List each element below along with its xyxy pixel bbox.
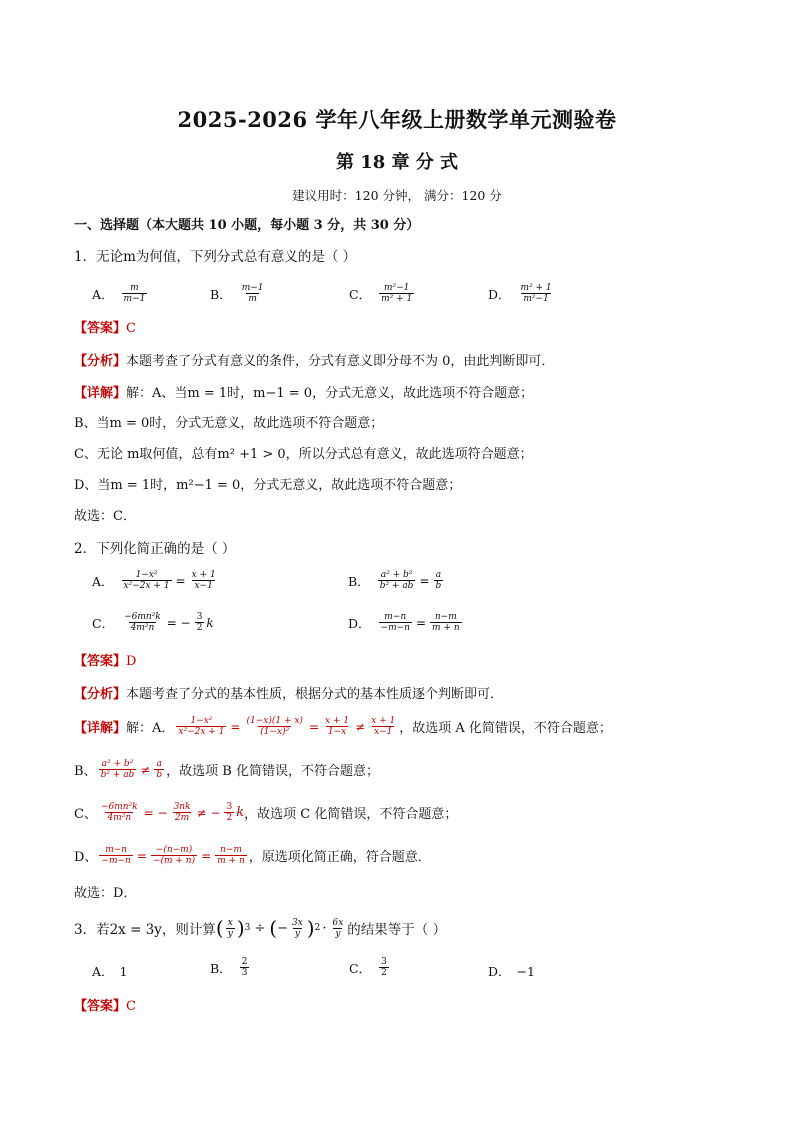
detail-tag: 【详解】 [74,386,127,401]
option-right-fraction: $\frac{a}{b}$ [435,570,442,591]
q1-detail-a [74,385,533,403]
option-label: C． [92,615,115,631]
option-right-fraction: $\frac{x + 1}{x-1}$ [191,570,216,591]
detail-suffix: ，故选项 C 化简错误，不符合题意； [244,807,458,822]
option-label: D． [488,286,511,302]
option-label: A． [92,286,114,302]
detail-fraction: a b [156,759,163,780]
q1-option-c [349,283,416,304]
detail-text: 解：A、当m = 1时，m−1 = 0，分式无意义，故此选项不符合题意； [126,386,534,401]
answer-value: C [126,321,136,336]
detail-fraction: $\frac{\text{−6mn²k}}{\text{4m²n}}$ [100,802,138,823]
q1-conclusion: 故选：C． [74,509,136,524]
q3-option-c [349,957,391,978]
q2-option-a: A． $\frac{\text{1−x²}}{\text{x²−2x + 1}}$ = $\frac{x + 1}{x-1}$ [92,570,216,591]
detail-fraction: $\frac{x + 1}{1-x}$ [325,716,350,737]
detail-suffix: ，故选项 B 化简错误，不符合题意； [166,764,379,779]
option-label: B． [210,960,232,976]
option-fraction: m² + 1 m²−1 [520,283,552,304]
detail-fraction: $\frac{\text{1−x²}}{\text{x²−2x + 1}}$ [178,716,225,737]
q1-option-a [92,283,149,304]
answer-value: D [126,654,137,669]
option-fraction: 3 2 [381,957,387,978]
option-label: C． [349,960,372,976]
detail-fraction: a² + b² b² + ab [100,759,135,780]
q1-detail-d: D、当m = 1时，m²−1 = 0，分式无意义，故此选项不符合题意； [74,478,462,493]
exam-meta: 建议用时：120 分钟， 满分：120 分 [292,188,502,203]
q2-option-c [92,612,214,633]
detail-fraction: $\frac{-(n-m)}{-(m + n)}$ [152,845,196,866]
analysis-text: 本题考查了分式的基本性质，根据分式的基本性质逐个判断即可． [126,687,504,702]
option-fraction: m m−1 [123,283,146,304]
option-label: D． [348,615,371,631]
option-fraction: m−1 m [241,283,264,304]
detail-fraction: x + 1 x−1 [371,716,396,737]
q1-detail-c: C、无论 m取何值，总有m² +1 > 0，所以分式总有意义，故此选项符合题意； [74,447,533,462]
detail-prefix: D、 [74,850,98,865]
section-heading: 一、选择题（本大题共 10 小题，每小题 3 分，共 30 分） [74,218,420,233]
detail-fraction: $\frac{3}{2}$ [226,802,233,823]
option-label: B． [210,286,232,302]
q2-detail-b: B、 a² + b² b² + ab ≠ a b ，故选项 B 化简错误，不符合题意； [74,759,379,780]
option-left-fraction: $\frac{m-n}{-m-n}$ [380,612,410,633]
q3-stem-suffix: 的结果等于（ ） [347,922,447,938]
option-right-fraction: $\frac{n-m}{m + n}$ [432,612,460,633]
q2-detail-d: D、 $\frac{m-n}{-m-n}$ = $\frac{-(n-m)}{-(m + n)}$ = $\frac{n-m}{m + n}$ ，原选项化简正确，符合题意． [74,845,431,866]
q1-stem: 1．无论m为何值，下列分式总有意义的是（ ） [74,249,357,265]
q2-option-b: B． $\frac{\text{a² + b²}}{\text{b² + ab}}$ = $\frac{a}{b}$ [348,570,442,591]
q3-option-b [210,957,251,978]
option-left-fraction: $\frac{\text{1−x²}}{\text{x²−2x + 1}}$ [123,570,170,591]
detail-suffix: ，故选项 A 化简错误，不符合题意； [399,721,612,736]
option-value: −1 [516,963,535,979]
q3-option-d [488,962,535,980]
detail-suffix: ，原选项化简正确，符合题意． [248,850,431,865]
q2-analysis [74,686,503,704]
q1-option-d [488,283,556,304]
detail-fraction: $\frac{3nk}{2m}$ [173,802,191,823]
analysis-tag: 【分析】 [74,687,127,702]
option-label: B． [348,573,370,589]
analysis-text: 本题考查了分式有意义的条件，分式有意义即分母不为 0，由此判断即可． [126,354,555,369]
option-label: A． [92,964,114,979]
analysis-tag: 【分析】 [74,354,127,369]
q3-expression: ( x y ) 3 ÷ ( − 3x y ) 2 · 6x y [215,916,344,940]
q1-answer [74,320,136,338]
detail-fraction: $\frac{(1-x)(1 + x)}{\text{(1−x)²}}$ [246,716,303,737]
equals-minus: = − [166,615,191,630]
q2-answer [74,653,136,671]
detail-prefix: 解：A． [126,721,175,736]
q2-stem: 2．下列化简正确的是（ ） [74,541,236,557]
option-fraction: 2 3 [241,957,248,978]
q2-option-d: D． $\frac{m-n}{-m-n}$ = $\frac{n-m}{m + n}$ [348,612,460,633]
detail-fraction: $\frac{m-n}{-m-n}$ [101,845,131,866]
option-label: A． [92,573,114,589]
detail-prefix: C、 [74,807,97,822]
answer-tag: 【答案】 [74,321,127,336]
exam-title: 2025-2026 学年八年级上册数学单元测验卷 [177,107,617,132]
option-label: C． [349,286,372,302]
detail-fraction: $\frac{n-m}{m + n}$ [217,845,245,866]
option-fraction: m²−1 m² + 1 [381,283,413,304]
option-left-fraction: $\frac{\text{−6mn²k}}{\text{4m²n}}$ [124,612,161,633]
detail-prefix: B、 [74,764,97,779]
q3-option-a [92,962,127,980]
q2-detail-a: 【详解】 解：A． $\frac{\text{1−x²}}{\text{x²−2x + 1}}$ = $\frac{(1-x)(1 + x)}{\text{(1−x)²}}$ = $\frac{x + 1}{1-x}$ ≠ x + 1 x−1 ，故选项 A 化简错误，不符合题意； [74,716,612,737]
chapter-title: 第 18 章 分 式 [335,152,459,173]
q2-conclusion: 故选：D． [74,886,137,901]
q1-option-b [210,283,268,304]
option-right-fraction: $\frac{3}{2}$ [196,612,203,633]
variable-k: k [206,615,214,630]
q1-detail-b: B、当m = 0时，分式无意义，故此选项不符合题意； [74,416,384,431]
q3-stem-prefix: 3．若2x = 3y，则计算 [74,922,216,938]
answer-tag: 【答案】 [74,999,127,1014]
option-value: 1 [119,963,128,979]
detail-tag: 【详解】 [74,721,127,736]
q1-analysis [74,353,554,371]
q2-detail-c: C、 $\frac{\text{−6mn²k}}{\text{4m²n}}$ = − $\frac{3nk}{2m}$ ≠ − $\frac{3}{2}$ k ，故选项 C 化简错误，不符合题意； [74,802,458,823]
answer-value: C [126,999,136,1014]
q3-stem [74,916,446,940]
option-label: D． [488,964,511,979]
option-left-fraction: $\frac{\text{a² + b²}}{\text{b² + ab}}$ [379,570,414,591]
q3-answer [74,998,136,1016]
answer-tag: 【答案】 [74,654,127,669]
